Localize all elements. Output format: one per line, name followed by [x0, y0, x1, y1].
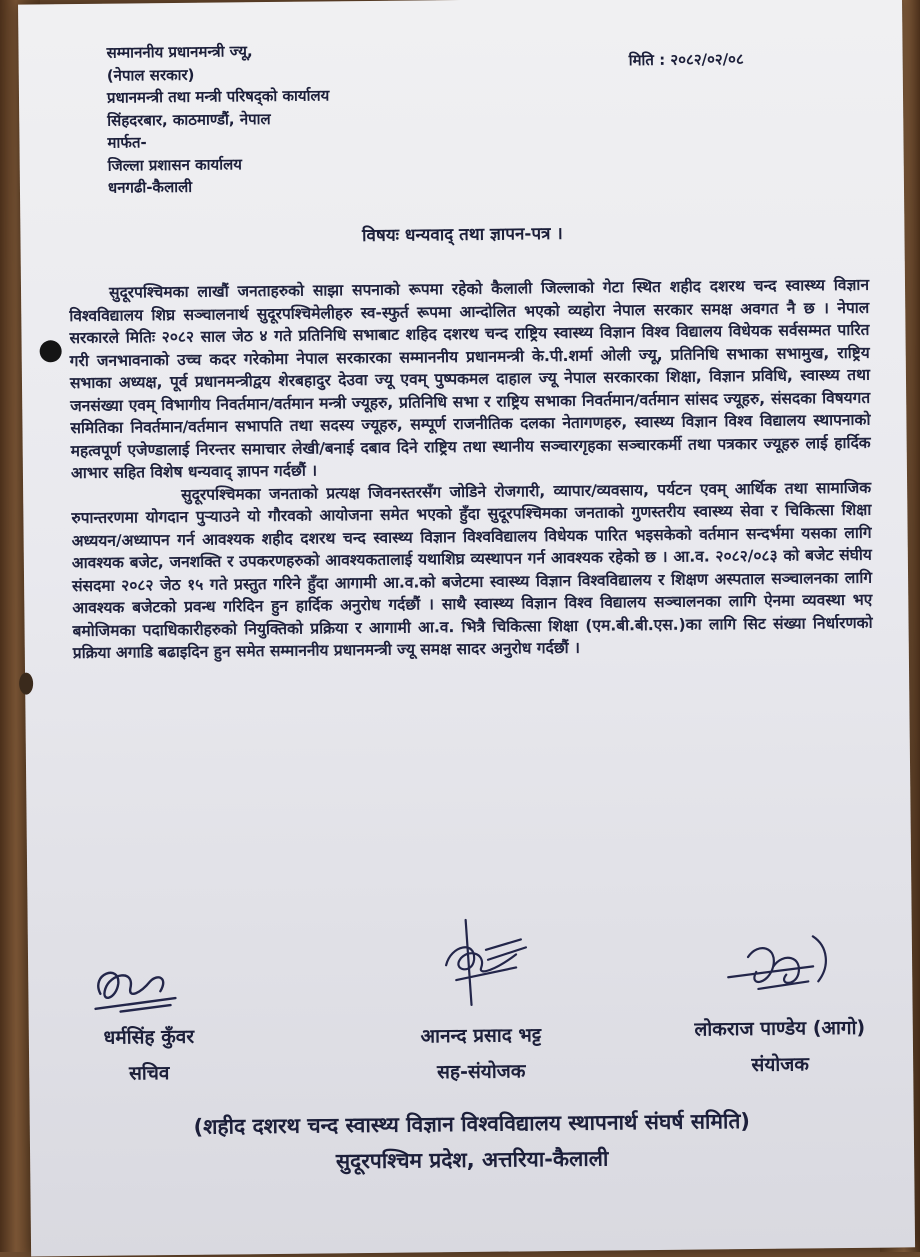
signature-co-coordinator — [426, 909, 537, 1010]
signatory-role: सचिव — [128, 1062, 170, 1085]
address-line: सम्माननीय प्रधानमन्त्री ज्यू, — [106, 42, 253, 62]
address-line: प्रधानमन्त्री तथा मन्त्री परिषद्को कार्यालय — [106, 86, 330, 107]
address-line: (नेपाल सरकार) — [106, 65, 195, 85]
signature-coordinator — [718, 926, 849, 1007]
letter-paper — [18, 0, 915, 1257]
punch-hole — [40, 340, 62, 362]
committee-name: (शहीद दशरथ चन्द स्वास्थ्य विज्ञान विश्वविद्यालय स्थापनार्थ संघर्ष समिति) — [193, 1109, 751, 1139]
signatory-role: सह-संयोजक — [436, 1060, 526, 1084]
signature-secretary — [80, 953, 191, 1024]
address-line: धनगढी-कैलाली — [107, 177, 193, 197]
address-line: जिल्ला प्रशासन कार्यालय — [107, 154, 243, 175]
signatory-role: संयोजक — [751, 1053, 810, 1077]
punch-hole-edge — [19, 673, 33, 695]
signatory-name: धर्मसिंह कुँवर — [103, 1025, 195, 1049]
letter-subject: विषयः धन्यवाद् तथा ज्ञापन-पत्र । — [361, 223, 563, 247]
signatory-name: आनन्द प्रसाद भट्ट — [420, 1024, 542, 1048]
letter-date: मिति : २०८२/०२/०८ — [628, 50, 744, 70]
body-paragraph-2: सुदूरपश्चिमका जनताको प्रत्यक्ष जिवनस्तरसँग जोडिने रोजगारी, व्यापार/व्यवसाय, पर्यटन एवम् आर्थिक तथा सामाजिक रुपान्तरणमा योगदान पुऱ्याउने यो गौरवको आयोजना समेत भएको हुँदा सुदूरपश्चिमका जनताको गुणस्तरीय स्वास्थ्य सेवा र चिकित्सा शिक्षा अध्ययन/अध्यापन गर्न आवश्यक शहीद दशरथ चन्द स्वास्थ्य विज्ञान विश्वविद्यालय विधेयक पारित भइसकेको वर्तमान सन्दर्भमा यसका लागि आवश्यक बजेट, जनशक्ति र उपकरणहरुको आवश्यकतालाई यथाशिघ्र व्यस्थापन गर्न आवश्यक रहेको छ । आ.व. २०८२/०८३ को बजेट संघीय संसदमा २०८२ जेठ १५ गते प्रस्तुत गरिने हुँदा आगामी आ.व.को बजेटमा स्वास्थ्य विज्ञान विश्वविद्यालय र शिक्षण अस्पताल सञ्चालनका लागि आवश्यक बजेटको प्रवन्ध गरिदिन हुन हार्दिक अनुरोध गर्दछौं । साथै स्वास्थ्य विज्ञान विश्व विद्यालय सञ्चालनका लागि ऐनमा व्यवस्था भए बमोजिमका पदाधिकारीहरुको नियुक्तिको प्रक्रिया र आगामी आ.व. भित्रै चिकित्सा शिक्षा (एम.बी.बी.एस.)का लागि सिट संख्या निर्धारणको प्रक्रिया अगाडि बढाइदिन हुन समेत सम्माननीय प्रधानमन्त्री ज्यू समक्ष सादर अनुरोध गर्दछौं । — [71, 478, 873, 663]
address-line: मार्फत- — [107, 133, 147, 152]
recipient-address — [106, 37, 528, 199]
letter-body — [69, 274, 873, 665]
committee-address: सुदूरपश्चिम प्रदेश, अत्तरिया-कैलाली — [335, 1146, 609, 1174]
address-line: सिंहदरबार, काठमाण्डौं, नेपाल — [107, 109, 271, 130]
signatory-name: लोकराज पाण्डेय (आगो) — [694, 1016, 866, 1041]
body-paragraph-1: सुदूरपश्चिमका लाखौं जनताहरुको साझा सपनाको रूपमा रहेको कैलाली जिल्लाको गेटा स्थित शहीद दशरथ चन्द स्वास्थ्य विज्ञान विश्वविद्यालय शिघ्र सञ्चालनार्थ सुदूरपश्चिमेलीहरु स्व-स्फुर्त रूपमा आन्दोलित भएको व्यहोरा नेपाल सरकार समक्ष अवगत नै छ । नेपाल सरकारले मितिः २०८२ साल जेठ ४ गते प्रतिनिधि सभाबाट शहिद दशरथ चन्द राष्ट्रिय स्वास्थ्य विज्ञान विश्व विद्यालय विधेयक सर्वसम्मत पारित गरी जनभावनाको उच्च कदर गरेकोमा नेपाल सरकारका सम्माननीय प्रधानमन्त्री के.पी.शर्मा ओली ज्यू, प्रतिनिधि सभाका सभामुख, राष्ट्रिय सभाका अध्यक्ष, पूर्व प्रधानमन्त्रीद्वय शेरबहादुर देउवा ज्यू एवम् पुष्पकमल दाहाल ज्यू नेपाल सरकारका शिक्षा, विज्ञान प्रविधि, स्वास्थ्य तथा जनसंख्या एवम् विभागीय निवर्तमान/वर्तमान मन्त्री ज्यूहरु, प्रतिनिधि सभा र राष्ट्रिय सभाका निवर्तमान/वर्तमान सांसद ज्यूहरु, संसदका विषयगत समितिका निवर्तमान/वर्तमान सभापति तथा सदस्य ज्यूहरु, सम्पूर्ण राजनीतिक दलका नेतागणहरु, स्वास्थ्य विज्ञान विश्व विद्यालय स्थापनाको महत्वपूर्ण एजेण्डालाई निरन्तर समाचार लेखी/बनाई दबाव दिने राष्ट्रिय तथा स्थानीय सञ्चारगृहका सञ्चारकर्मी तथा पत्रकार ज्यूहरु लाई हार्दिक आभार सहित विशेष धन्यवाद् ज्ञापन गर्दछौं । — [69, 275, 871, 483]
